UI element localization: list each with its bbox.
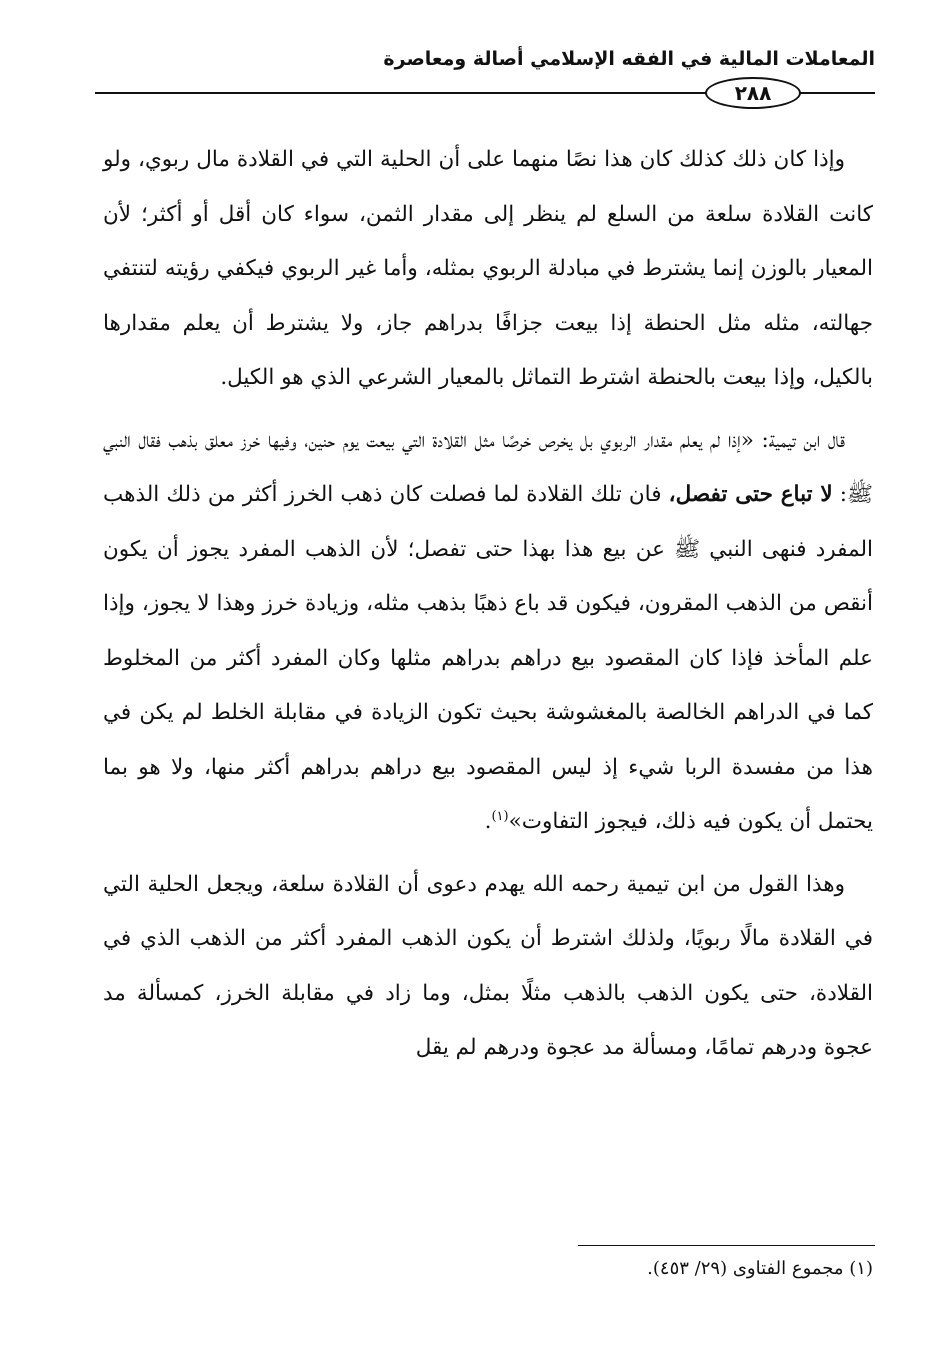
main-text [103,133,873,1076]
page-header [95,44,875,104]
footnote: (١) مجموع الفتاوى (٢٩/ ٤٥٣). [647,1258,873,1279]
hadith-phrase: لا تباع حتى تفصل، [668,482,833,507]
quote-text-start: قال ابن تيمية: «إذا لم يعلم مقدار الربوي بل يخرص خرصًا مثل القلادة التي بيعت يوم حنين، وفيها خرز معلق بذهب فقال النبي ﷺ: [103,427,873,507]
quote-end-mark: . [484,809,492,834]
footnote-reference: (١) [491,808,509,824]
paragraph: وإذا كان ذلك كذلك كان هذا نصًا منهما على أن الحلية التي في القلادة مال ربوي، ولو كانت القلادة سلعة من السلع لم ينظر إلى مقدار الثمن، سواء كان أقل أو أكثر؛ لأن المعيار بالوزن إنما يشترط في مبادلة الربوي بمثله، وأما غير الربوي فيكفي رؤيته لتنتفي جهالته، مثله مثل الحنطة إذا بيعت جزافًا بدراهم جاز، ولا يشترط أن يعلم مقدارها بالكيل، وإذا بيعت بالحنطة اشترط التماثل بالمعيار الشرعي الذي هو الكيل. [103,147,873,390]
running-title: المعاملات المالية في الفقه الإسلامي أصالة ومعاصرة [383,48,875,70]
quote-text-rest: فان تلك القلادة لما فصلت كان ذهب الخرز أكثر من ذلك الذهب المفرد فنهى النبي ﷺ عن بيع هذا بهذا حتى تفصل؛ لأن الذهب المفرد يجوز أن يكون أنقص من الذهب المقرون، فيكون قد باع ذهبًا بذهب مثله، وزيادة خرز وهذا لا يجوز، وإذا علم المأخذ فإذا كان المقصود بيع دراهم بدراهم مثلها وكان المفرد أكثر من المخلوط كما في الدراهم الخالصة بالمغشوشة بحيث تكون الزيادة في مقابلة الخلط لم يكن في هذا من مفسدة الربا شيء إذ ليس المقصود بيع دراهم بدراهم أكثر منها، ولا هو بما يحتمل أن يكون فيه ذلك، فيجوز التفاوت» [103,482,873,834]
page-number: ٢٨٨ [705,77,801,109]
paragraph: وهذا القول من ابن تيمية رحمه الله يهدم دعوى أن القلادة سلعة، ويجعل الحلية التي في القلادة مالًا ربويًا، ولذلك اشترط أن يكون الذهب المفرد أكثر من الذهب الذي في القلادة، حتى يكون الذهب بالذهب مثلًا بمثل، وما زاد في مقابلة الخرز، كمسألة مد عجوة ودرهم تمامًا، ومسألة مد عجوة ودرهم لم يقل [103,871,873,1060]
footnote-separator [578,1245,875,1246]
paragraph-quote [103,414,873,850]
